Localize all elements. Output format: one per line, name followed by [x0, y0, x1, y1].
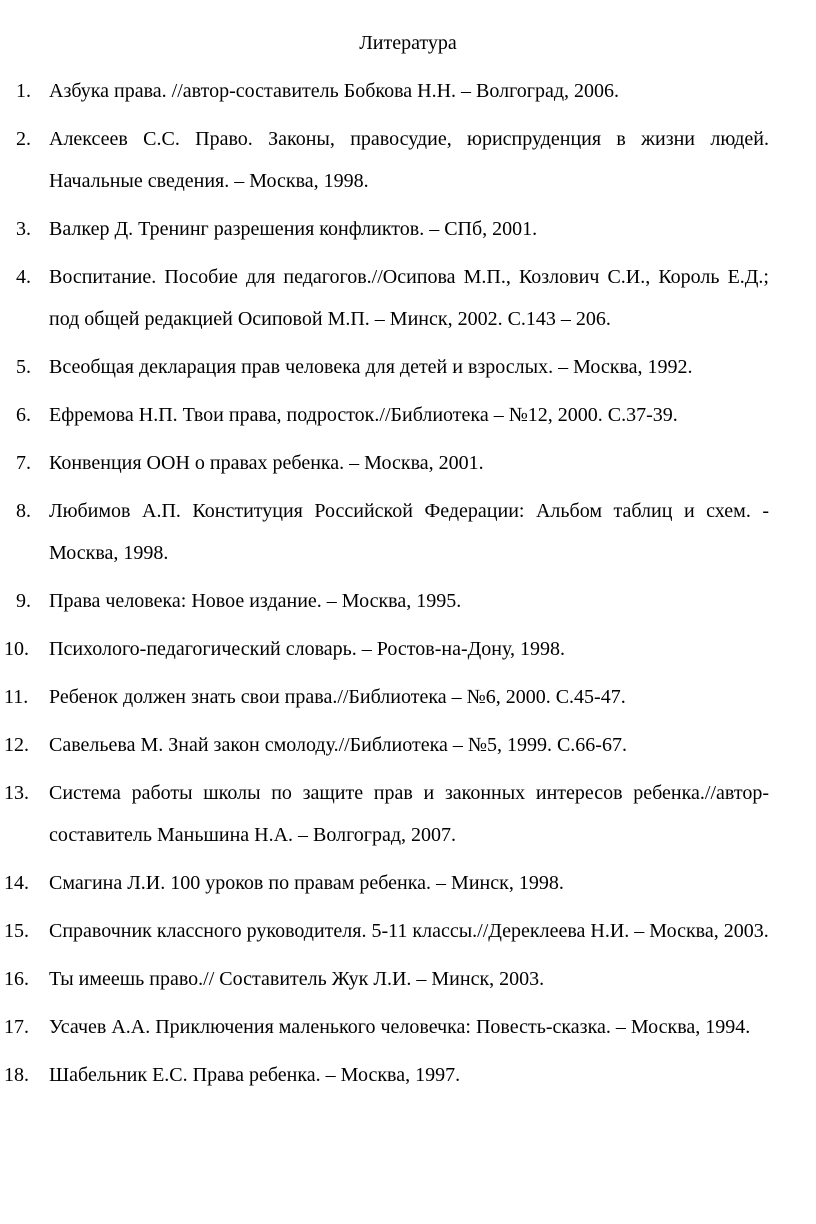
- reference-item: [2, 490, 769, 574]
- reference-number: 9.: [16, 590, 31, 612]
- reference-item: [2, 346, 769, 388]
- reference-number: 3.: [16, 218, 31, 240]
- reference-text: Любимов А.П. Конституция Российской Федерации: Альбом таблиц и схем. - Москва, 1998.: [49, 500, 769, 564]
- reference-number: 14.: [4, 872, 29, 894]
- reference-item: [2, 70, 769, 112]
- reference-text: Права человека: Новое издание. – Москва, 1995.: [49, 590, 462, 612]
- reference-number: 7.: [16, 452, 31, 474]
- reference-item: [2, 580, 769, 622]
- reference-item: [2, 1006, 769, 1048]
- reference-number: 10.: [4, 638, 29, 660]
- reference-item: [2, 394, 769, 436]
- reference-item: [2, 862, 769, 904]
- reference-text: Всеобщая декларация прав человека для детей и взрослых. – Москва, 1992.: [49, 356, 693, 378]
- reference-text: Азбука права. //автор-составитель Бобкова Н.Н. – Волгоград, 2006.: [49, 80, 620, 102]
- reference-item: [2, 676, 769, 718]
- reference-text: Психолого-педагогический словарь. – Ростов-на-Дону, 1998.: [49, 638, 565, 660]
- reference-text: Алексеев С.С. Право. Законы, правосудие, юриспруденция в жизни людей. Начальные сведения. – Москва, 1998.: [49, 128, 769, 192]
- reference-number: 4.: [16, 266, 31, 288]
- reference-number: 1.: [16, 80, 31, 102]
- reference-number: 16.: [4, 968, 29, 990]
- reference-text: Воспитание. Пособие для педагогов.//Осипова М.П., Козлович С.И., Король Е.Д.; под общей редакцией Осиповой М.П. – Минск, 2002. С.143 – 206.: [49, 266, 769, 330]
- page-title: Литература: [359, 32, 457, 54]
- reference-number: 12.: [4, 734, 29, 756]
- reference-item: [2, 772, 769, 856]
- reference-list: [0, 70, 816, 1096]
- reference-text: Справочник классного руководителя. 5-11 классы.//Дереклеева Н.И. – Москва, 2003.: [49, 920, 769, 942]
- reference-number: 6.: [16, 404, 31, 426]
- reference-text: Система работы школы по защите прав и законных интересов ребенка.//автор-составитель Маньшина Н.А. – Волгоград, 2007.: [49, 782, 769, 846]
- reference-item: [2, 1054, 769, 1096]
- reference-item: [2, 628, 769, 670]
- reference-number: 2.: [16, 128, 31, 150]
- reference-text: Усачев А.А. Приключения маленького человечка: Повесть-сказка. – Москва, 1994.: [49, 1016, 751, 1038]
- reference-text: Ребенок должен знать свои права.//Библиотека – №6, 2000. С.45-47.: [49, 686, 626, 708]
- reference-number: 15.: [4, 920, 29, 942]
- reference-text: Савельева М. Знай закон смолоду.//Библиотека – №5, 1999. С.66-67.: [49, 734, 627, 756]
- reference-text: Смагина Л.И. 100 уроков по правам ребенка. – Минск, 1998.: [49, 872, 564, 894]
- reference-number: 5.: [16, 356, 31, 378]
- reference-text: Ефремова Н.П. Твои права, подросток.//Библиотека – №12, 2000. С.37-39.: [49, 404, 678, 426]
- reference-item: [2, 256, 769, 340]
- reference-item: [2, 910, 769, 952]
- reference-number: 13.: [4, 782, 29, 804]
- reference-number: 17.: [4, 1016, 29, 1038]
- reference-text: Конвенция ООН о правах ребенка. – Москва, 2001.: [49, 452, 484, 474]
- reference-text: Ты имеешь право.// Составитель Жук Л.И. – Минск, 2003.: [49, 968, 545, 990]
- reference-number: 18.: [4, 1064, 29, 1086]
- reference-item: [2, 724, 769, 766]
- reference-text: Шабельник Е.С. Права ребенка. – Москва, 1997.: [49, 1064, 461, 1086]
- reference-item: [2, 958, 769, 1000]
- reference-item: [2, 442, 769, 484]
- reference-text: Валкер Д. Тренинг разрешения конфликтов. – СПб, 2001.: [49, 218, 538, 240]
- reference-number: 8.: [16, 500, 31, 522]
- reference-item: [2, 208, 769, 250]
- reference-item: [2, 118, 769, 202]
- reference-number: 11.: [4, 686, 29, 708]
